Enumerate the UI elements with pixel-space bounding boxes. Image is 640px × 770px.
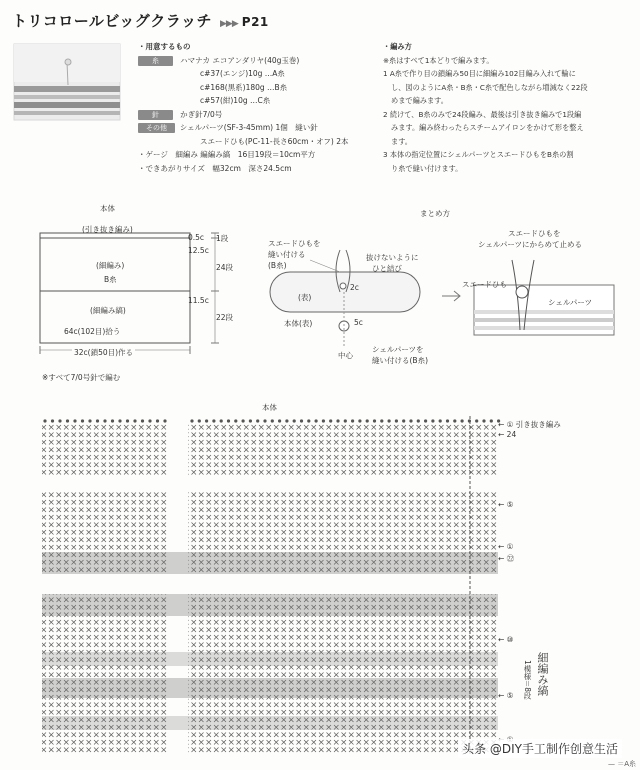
slip-stitch-dot	[88, 419, 91, 422]
dim-115-rows: 22段	[216, 313, 234, 322]
step-3: 3 本体の指定位置にシェルパーツとスエードひもをB糸の割	[383, 150, 574, 159]
instructions-heading: ・編み方	[383, 42, 412, 51]
slip-stitch-dot	[148, 419, 151, 422]
slip-stitch-dot	[336, 419, 339, 422]
knot-2: ひと結び	[372, 264, 402, 273]
front-label: (表)	[298, 293, 312, 302]
slip-stitch-dot	[133, 419, 136, 422]
slip-stitch-dot	[417, 419, 420, 422]
row-10-label: ← ⑩	[498, 635, 514, 644]
stitch-chart	[40, 416, 510, 756]
center-label: 中心	[338, 351, 353, 360]
body-diagram-title: 本体	[100, 204, 115, 213]
slip-stitch-label: (引き抜き編み)	[82, 225, 133, 234]
chart-band-1	[42, 594, 498, 616]
suede-wrap-1: スエードひもを	[508, 229, 561, 238]
step-1b: し、図のようにA糸・B糸・C糸で配色しながら増減なく22段	[391, 82, 588, 92]
slip-stitch-dot	[141, 419, 144, 422]
slip-stitch-dot	[431, 419, 434, 422]
slip-stitch-dot	[461, 419, 464, 422]
credit-watermark: 头条 @DIY手工制作创意生活	[458, 739, 622, 758]
other-1: シェルパーツ(SF-3-45mm) 1個 縫い針	[179, 123, 318, 132]
yarn-b: c#168(黒系)180g …B糸	[200, 82, 288, 92]
row-22-label: ← ㉒	[498, 554, 515, 563]
slip-stitch-dot	[439, 419, 442, 422]
needle-note: ※すべて7/0号針で編む	[42, 373, 121, 382]
legend-note: — ＝A糸	[607, 760, 636, 768]
slip-stitch-dot	[380, 419, 383, 422]
slip-stitch-dot	[96, 419, 99, 422]
slip-stitch-dot	[344, 419, 347, 422]
suede-wrap-2: シェルパーツにからめて止める	[478, 240, 583, 249]
row-5-label: ← ⑤	[498, 500, 514, 509]
slip-stitch-dot	[58, 419, 61, 422]
slip-stitch-dot	[227, 419, 230, 422]
yarn-c: c#57(紺)10g …C糸	[200, 96, 271, 105]
dim-05-rows: 1段	[216, 234, 229, 243]
slip-stitch-dot	[103, 419, 106, 422]
slip-stitch-dot	[315, 419, 318, 422]
step-2b: みます。編み終わったらスチームアイロンをかけて形を整え	[391, 123, 584, 132]
row-24-label: ← 24	[498, 430, 517, 439]
chart-block-top-right	[188, 424, 498, 476]
finish-diagram-title: まとめ方	[420, 209, 450, 218]
yarn-a: c#37(エンジ)10g …A糸	[200, 69, 285, 78]
slip-stitch-dot	[278, 419, 281, 422]
slip-stitch-dot	[256, 419, 259, 422]
slip-stitch-dot	[126, 419, 129, 422]
slip-stitch-dot	[322, 419, 325, 422]
step-2c: ます。	[391, 136, 412, 146]
slip-stitch-dot	[475, 419, 478, 422]
slip-stitch-dot	[490, 419, 493, 422]
dim-125-rows: 24段	[216, 263, 234, 272]
slip-stitch-dot	[402, 419, 405, 422]
instructions-block	[383, 40, 588, 175]
step-1c: めまで編みます。	[391, 96, 448, 105]
shell-sew-2: 縫い付ける(B糸)	[372, 356, 428, 365]
page-ref: P21	[241, 15, 269, 29]
slip-stitch-dot	[205, 419, 208, 422]
slip-stitch-dot	[307, 419, 310, 422]
chart-title: 本体	[262, 403, 277, 412]
needle-tag: 針	[138, 110, 173, 120]
needle: かぎ針7/0号	[180, 109, 223, 119]
chart-band-mid	[42, 552, 498, 574]
chart-band-3	[42, 678, 498, 698]
step-2: 2 続けて、B糸のみで24段編み、最後は引き抜き編みで1段編	[383, 109, 582, 119]
slip-stitch-dot	[468, 419, 471, 422]
materials-heading: ・用意するもの	[138, 42, 191, 51]
materials-block	[138, 40, 348, 175]
slip-stitch-dot	[409, 419, 412, 422]
slip-stitch-dot	[212, 419, 215, 422]
chart-band-4	[42, 716, 498, 730]
slip-stitch-dot	[446, 419, 449, 422]
slip-stitch-dot	[242, 419, 245, 422]
slip-stitch-dot	[351, 419, 354, 422]
dim-125: 12.5c	[188, 246, 209, 255]
stripe-side-label: 細編み縞	[536, 652, 549, 696]
dim-115: 11.5c	[188, 296, 209, 305]
slip-stitch-dot	[329, 419, 332, 422]
dim-2c: 2c	[350, 283, 359, 292]
slip-stitch-dot	[388, 419, 391, 422]
suede-sew-3: (B糸)	[268, 261, 287, 270]
row-1a-label: ← ①	[498, 542, 514, 551]
slip-stitch-dot	[111, 419, 114, 422]
dim-05: 0.5c	[188, 233, 205, 242]
slip-stitch-dot	[73, 419, 76, 422]
slip-stitch-dot	[163, 419, 166, 422]
slip-stitch-dot	[395, 419, 398, 422]
step-1: 1 A糸で作り目の鎖編み50目に細編み102目編み入れて輪に	[383, 69, 576, 78]
gauge: ・ゲージ 細編み 編編み縞 16目19段＝10cm平方	[138, 150, 316, 159]
body-front-label: 本体(表)	[284, 319, 313, 328]
step-3b: り糸で縫い付けます。	[391, 163, 463, 173]
chain-label: 32c(鎖50目)作る	[74, 348, 134, 357]
slip-stitch-dot	[249, 419, 252, 422]
slip-stitch-dot	[51, 419, 54, 422]
shell-sew-1: シェルパーツを	[372, 345, 424, 354]
row-slip-label: ← ① 引き抜き編み	[498, 420, 561, 429]
slip-stitch-dot	[285, 419, 288, 422]
arrows-icon: ▶▶▶	[220, 19, 238, 29]
slip-stitch-dot	[373, 419, 376, 422]
suede-label: スエードひも	[462, 280, 507, 289]
clutch-illustration	[12, 42, 122, 122]
slip-stitch-dot	[263, 419, 266, 422]
slip-stitch-dot	[234, 419, 237, 422]
other-2: スエードひも(PC-11-長さ60cm・オフ) 2本	[200, 136, 349, 146]
stripe-label: (細編み縞)	[90, 306, 126, 315]
row-5b-label: ← ⑤	[498, 691, 514, 700]
slip-stitch-dot	[220, 419, 223, 422]
slip-stitch-dot	[271, 419, 274, 422]
chart-band-2	[42, 652, 498, 666]
size: ・できあがりサイズ 幅32cm 深さ24.5cm	[138, 163, 292, 173]
knot-1: 抜けないように	[366, 253, 419, 262]
dim-5c: 5c	[354, 318, 363, 327]
slip-stitch-dot	[66, 419, 69, 422]
slip-stitch-dot	[190, 419, 193, 422]
sc-label: (細編み)	[96, 261, 125, 270]
other-tag: その他	[138, 123, 175, 133]
slip-stitch-dot	[198, 419, 201, 422]
slip-stitch-dot	[156, 419, 159, 422]
row-unit-label: 1模様＝8段	[523, 660, 532, 700]
slip-stitch-dot	[118, 419, 121, 422]
slip-stitch-dot	[81, 419, 84, 422]
slip-stitch-dot	[424, 419, 427, 422]
sc-yarn-label: B糸	[104, 275, 117, 284]
chart-block-top-left	[42, 424, 167, 476]
shell-label: シェルパーツ	[548, 298, 593, 307]
slip-stitch-dot	[453, 419, 456, 422]
suede-sew-2: 縫い付ける	[268, 250, 306, 259]
yarn-brand: ハマナカ エコアンダリヤ(40g玉巻)	[180, 55, 300, 65]
slip-stitch-dot	[293, 419, 296, 422]
slip-stitch-dot	[300, 419, 303, 422]
pickup-label: 64c(102目)拾う	[64, 327, 121, 336]
slip-stitch-dot	[366, 419, 369, 422]
suede-sew-1: スエードひもを	[268, 239, 321, 248]
slip-stitch-dot	[358, 419, 361, 422]
slip-stitch-dot	[482, 419, 485, 422]
body-diagram	[30, 215, 240, 365]
page-title: トリコロールビッグクラッチ ▶▶▶ P21	[12, 12, 269, 30]
yarn-tag: 糸	[138, 56, 173, 66]
instructions-note: ※糸はすべて1本どりで編みます。	[383, 55, 494, 65]
slip-stitch-dot	[43, 419, 46, 422]
